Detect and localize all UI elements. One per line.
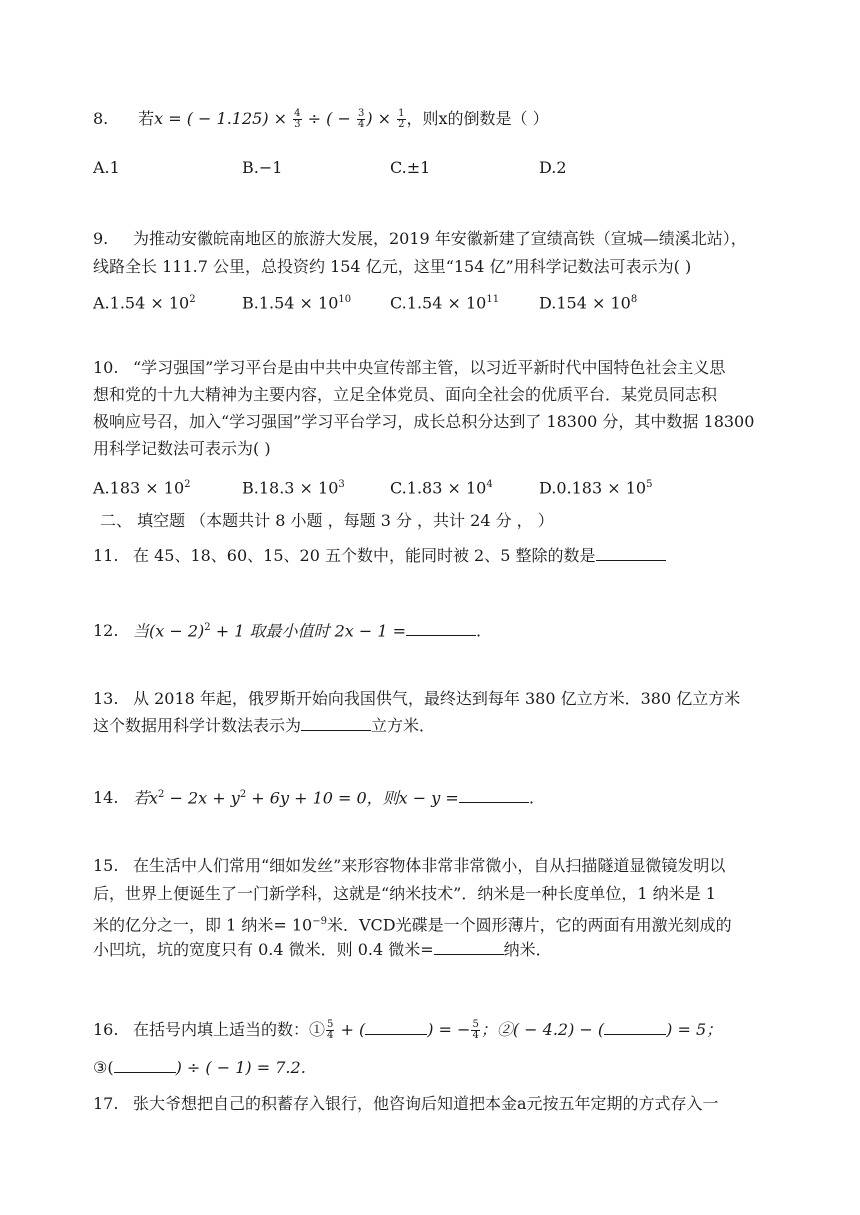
question-number: 13. [93,689,119,708]
question-17: 17. 张大爷想把自己的积蓄存入银行，他咨询后知道把本金a元按五年定期的方式存入一 [93,1094,719,1113]
question-15-line1: 15. 在生活中人们常用“细如发丝”来形容物体非常非常微小，自从扫描隧道显微镜发明以 [93,856,726,875]
question-number: 9. [93,229,109,248]
option-b: $B.1.54 \times 10^{10}$ [242,293,352,313]
question-number: 10. [93,358,119,377]
option-c: $C.1.54 \times 10^{11}$ [390,293,500,313]
answer-blank[interactable] [114,1058,176,1073]
question-number: 14. [93,788,119,808]
question-16-line2: ③( ) ÷ ( − 1) = 7.2． [93,1058,317,1077]
fraction: $\frac{3}{4}$ [357,108,365,130]
question-number: 16. [93,1020,119,1039]
question-13-line2: 这个数据用科学计数法表示为 立方米． [93,716,436,735]
option-a: A.1 [93,158,120,177]
option-a: $A.183 \times 10^2$ [93,478,191,498]
question-number: 15. [93,856,119,875]
question-13-line1: 13. 从 2018 年起，俄罗斯开始向我国供气，最终达到每年 380 亿立方米．380 亿立方米 [93,689,741,708]
question-number: 12. [93,621,119,641]
question-10-line4: 用科学记数法可表示为( ) [93,439,271,458]
question-15-line2: 后，世界上便诞生了一门新学科，这就是“纳米技术”．纳米是一种长度单位，1 纳米是 1 [93,884,716,903]
question-11: 11. 在 45、18、60、15、20 五个数中，能同时被 2、5 整除的数是 [93,545,666,567]
question-number: 11. [93,546,119,565]
option-c: $C.1.83 \times 10^4$ [390,478,493,498]
section-heading: 二、 填空题 （本题共计 8 小题 ，每题 3 分 ，共计 24 分 ， ） [100,511,554,530]
fraction: $\frac{4}{3}$ [294,108,301,130]
question-9-line1: 9. 为推动安徽皖南地区的旅游大发展，2019 年安徽新建了宣绩高铁（宣城—绩溪北站）， [93,229,747,248]
answer-blank[interactable] [604,1020,666,1035]
option-a: $A.1.54 \times 10^2$ [93,293,196,313]
question-10-line3: 极响应号召，加入“学习强国”学习平台学习，成长总积分达到了 18300 分，其中数据 18300 [93,412,755,431]
question-10-line2: 想和党的十九大精神为主要内容，立足全体党员、面向全社会的优质平台．某党员同志积 [93,385,718,404]
answer-blank[interactable] [434,940,504,955]
fraction: $\frac{5}{4}$ [472,1019,479,1041]
option-c: C.±1 [390,158,431,177]
fraction: $\frac{5}{4}$ [327,1019,334,1041]
question-8 [93,108,549,130]
question-stem: 若x = ( − 1.125) × $\frac{4}{3}$ ÷ ( − $\frac{3}{4}$ ) × $\frac{1}{2}$ ，则x的倒数是（ ） [138,108,549,130]
question-14: 14. 若$x^2 - 2x + y^2 + 6y + 10 = 0$，则x − y = . [93,788,534,808]
answer-blank[interactable] [406,621,476,636]
option-b: B.−1 [242,158,283,177]
question-15-line3: 米的亿分之一，即 1 纳米= $10^{-9}$米．VCD光碟是一个圆形薄片，它的两面有用激光刻成的 [93,915,732,935]
question-9-line2: 线路全长 111.7 公里，总投资约 154 亿元，这里“154 亿”用科学记数法可表示为( ) [93,257,692,276]
answer-blank[interactable] [596,546,666,561]
question-10-line1: 10. “学习强国”学习平台是由中共中央宣传部主管，以习近平新时代中国特色社会主义思 [93,358,726,377]
question-number: 17. [93,1094,119,1113]
answer-blank[interactable] [459,788,529,803]
question-12: 12. 当$(x - 2)^2 + 1$ 取最小值时 2x − 1 = . [93,621,482,641]
answer-blank[interactable] [301,716,371,731]
answer-blank[interactable] [365,1020,427,1035]
option-d: $D.0.183 \times 10^5$ [539,478,653,498]
option-d: $D.154 \times 10^8$ [539,293,638,313]
option-b: $B.18.3 \times 10^3$ [242,478,345,498]
question-number: 8. [93,109,109,128]
option-d: D.2 [539,158,567,177]
question-16-line1: 16. 在括号内填上适当的数：① $\frac{5}{4}$ + ( ) = − $\frac{5}{4}$ ；②( − 4.2) − ( ) = 5； [93,1019,723,1041]
question-15-line4: 小凹坑，坑的宽度只有 0.4 微米．则 0.4 微米= 纳米． [93,940,552,959]
fraction: $\frac{1}{2}$ [398,108,405,130]
